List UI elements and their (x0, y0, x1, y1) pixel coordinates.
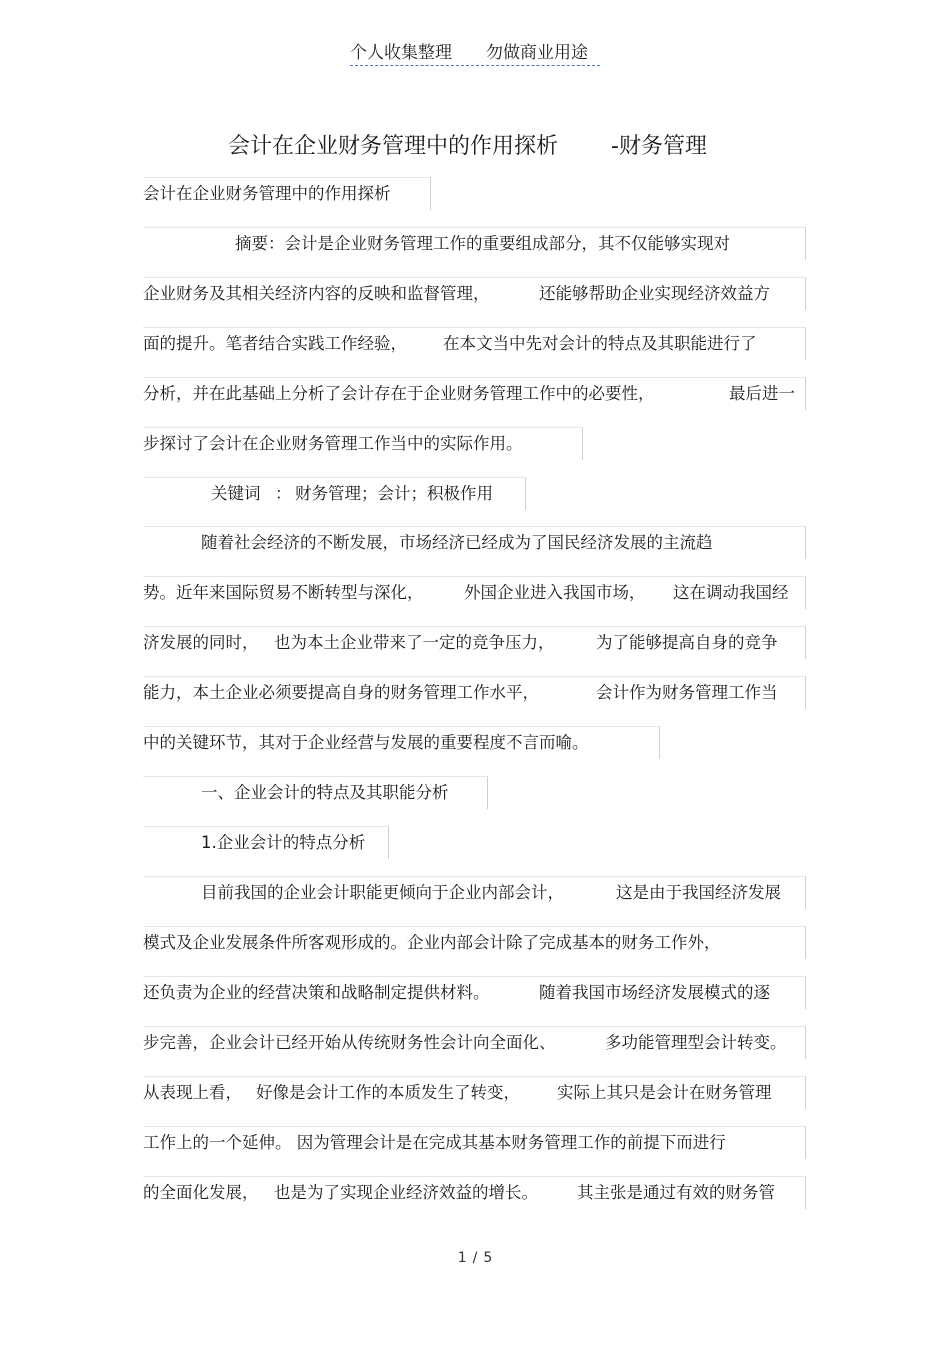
total-pages: 5 (483, 1250, 493, 1266)
paragraph-text: 其主张是通过有效的财务管 (577, 1183, 775, 1202)
paragraph-text: 随着我国市场经济发展模式的逐 (539, 983, 770, 1002)
paragraph-text: 步完善，企业会计已经开始从传统财务性会计向全面化、 (143, 1033, 556, 1052)
paragraph-text: 实际上其只是会计在财务管理 (557, 1083, 772, 1102)
keywords-separator: ： (275, 484, 292, 503)
current-page: 1 (457, 1250, 467, 1266)
paragraph-text: 这是由于我国经济发展 (616, 883, 781, 902)
abstract-text: 面的提升。笔者结合实践工作经验， (143, 334, 407, 353)
page-header (350, 42, 600, 68)
paragraph-text: 势。近年来国际贸易不断转型与深化， (143, 583, 424, 602)
paragraph-text: 能力，本土企业必须要提高自身的财务管理工作水平， (143, 683, 539, 702)
header-left-text: 个人收集整理 (350, 43, 452, 63)
paragraph-text: 工作上的一个延伸。 因为管理会计是在完成其基本财务管理工作的前提下而进行 (143, 1133, 726, 1152)
paragraph-text: 外国企业进入我国市场， (464, 583, 646, 602)
paragraph-text: 济发展的同时， (143, 633, 259, 652)
paragraph-text: 随着社会经济的不断发展，市场经济已经成为了国民经济发展的主流趋 (201, 533, 713, 552)
header-right-text: 勿做商业用途 (486, 43, 588, 63)
paragraph-text: 从表现上看， (143, 1083, 242, 1102)
paragraph-text: 好像是会计工作的本质发生了转变， (256, 1083, 520, 1102)
title-suffix: -财务管理 (611, 134, 707, 159)
paragraph-text: 会计作为财务管理工作当 (596, 683, 778, 702)
subsection-heading-text: 1.企业会计的特点分析 (201, 833, 366, 852)
paragraph-text: 模式及企业发展条件所客观形成的。企业内部会计除了完成基本的财务工作外， (143, 933, 721, 952)
paragraph-text: 为了能够提高自身的竞争 (596, 633, 778, 652)
keywords-text: 财务管理；会计；积极作用 (295, 484, 493, 503)
paragraph-text: 也为本土企业带来了一定的竞争压力， (274, 633, 555, 652)
paragraph-text: 这在调动我国经 (673, 583, 789, 602)
abstract-text: 步探讨了会计在企业财务管理工作当中的实际作用。 (143, 434, 523, 453)
paragraph-text: 的全面化发展， (143, 1183, 259, 1202)
abstract-text: 摘要：会计是企业财务管理工作的重要组成部分，其不仅能够实现对 (235, 234, 730, 253)
abstract-text: 最后进一 (729, 384, 795, 403)
page-separator: / (472, 1250, 478, 1266)
document-title (228, 133, 707, 161)
paragraph-text: 中的关键环节，其对于企业经营与发展的重要程度不言而喻。 (143, 733, 589, 752)
header-underline (350, 65, 600, 66)
paragraph-text: 也是为了实现企业经济效益的增长。 (274, 1183, 538, 1202)
abstract-text: 还能够帮助企业实现经济效益方 (539, 284, 770, 303)
abstract-text: 在本文当中先对会计的特点及其职能进行了 (443, 334, 757, 353)
subtitle-text: 会计在企业财务管理中的作用探析 (143, 184, 391, 203)
paragraph-text: 还负责为企业的经营决策和战略制定提供材料。 (143, 983, 490, 1002)
abstract-text: 企业财务及其相关经济内容的反映和监督管理， (143, 284, 490, 303)
section-heading-text: 一、企业会计的特点及其职能分析 (201, 783, 449, 802)
title-main: 会计在企业财务管理中的作用探析 (228, 134, 559, 159)
keywords-label: 关键词 (211, 484, 261, 503)
paragraph-text: 目前我国的企业会计职能更倾向于企业内部会计， (201, 883, 564, 902)
page-number (0, 1250, 950, 1266)
paragraph-text: 多功能管理型会计转变。 (605, 1033, 787, 1052)
abstract-text: 分析，并在此基础上分析了会计存在于企业财务管理工作中的必要性， (143, 384, 655, 403)
